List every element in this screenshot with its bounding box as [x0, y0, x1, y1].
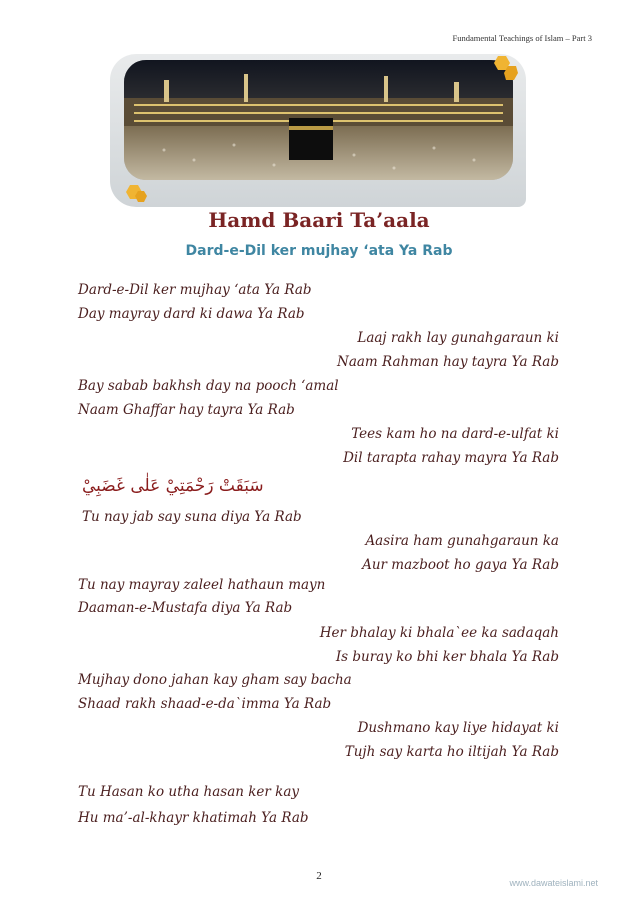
verse-line: Is buray ko bhi ker bhala Ya Rab: [335, 649, 559, 665]
verse-line: Shaad rakh shaad-e-da`imma Ya Rab: [78, 696, 332, 712]
verse-line: Dard-e-Dil ker mujhay ‘ata Ya Rab: [78, 282, 312, 298]
verse-line: Naam Rahman hay tayra Ya Rab: [337, 354, 559, 370]
running-header: Fundamental Teachings of Islam – Part 3: [452, 33, 592, 43]
arabic-verse: سَبَقَتْ رَحْمَتِيْ عَلٰى غَضَبِيْ: [82, 476, 264, 496]
verse-line: Tu Hasan ko utha hasan ker kay: [78, 784, 300, 800]
verse-line: Her bhalay ki bhala`ee ka sadaqah: [319, 625, 559, 641]
verse-line: Aur mazboot ho gaya Ya Rab: [362, 557, 559, 573]
site-link[interactable]: www.dawateislami.net: [509, 878, 598, 888]
verse-line: Dushmano kay liye hidayat ki: [357, 720, 559, 736]
verse-line: Tu nay mayray zaleel hathaun mayn: [78, 577, 326, 593]
banner-frame: [110, 54, 526, 207]
verse-line: Laaj rakh lay gunahgaraun ki: [357, 330, 559, 346]
verse-line: Day mayray dard ki dawa Ya Rab: [78, 306, 305, 322]
page-number: 2: [316, 870, 322, 882]
verse-line: Tujh say karta ho iltijah Ya Rab: [344, 744, 559, 760]
verse-line: Tees kam ho na dard-e-ulfat ki: [351, 426, 559, 442]
verse-line: Bay sabab bakhsh day na pooch ‘amal: [78, 378, 339, 394]
page-title: Hamd Baari Ta’aala: [208, 208, 430, 232]
kaaba-photo-icon: [124, 60, 513, 180]
verse-line: Hu ma’-al-khayr khatimah Ya Rab: [78, 810, 309, 826]
verse-line: Daaman-e-Mustafa diya Ya Rab: [78, 600, 293, 616]
verse-line: Tu nay jab say suna diya Ya Rab: [82, 509, 302, 525]
verse-line: Dil tarapta rahay mayra Ya Rab: [343, 450, 559, 466]
honeycomb-icon: [490, 54, 518, 84]
verse-line: Naam Ghaffar hay tayra Ya Rab: [78, 402, 295, 418]
verse-line: Mujhay dono jahan kay gham say bacha: [78, 672, 352, 688]
page-subtitle: Dard-e-Dil ker mujhay ‘ata Ya Rab: [185, 243, 453, 259]
verse-line: Aasira ham gunahgaraun ka: [365, 533, 559, 549]
honeycomb-icon: [124, 183, 148, 205]
